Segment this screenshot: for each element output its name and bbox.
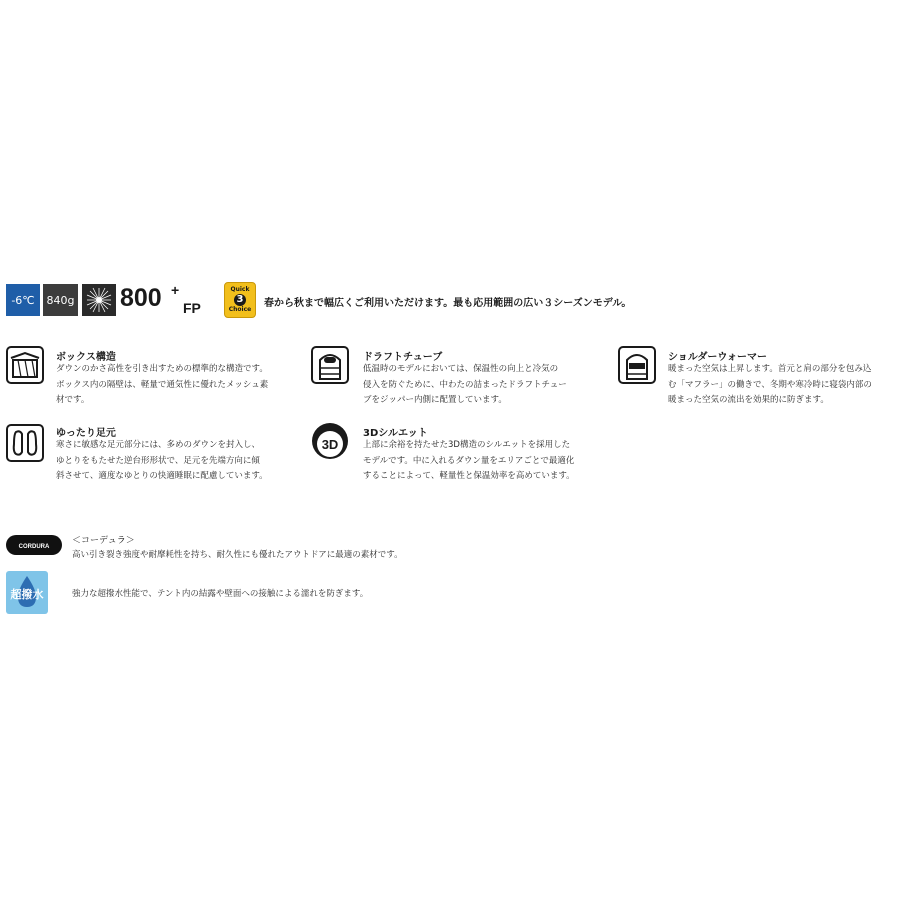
feature-desc-line: 侵入を防ぐために、中わたの詰まったドラフトチュー (363, 379, 567, 390)
feature-desc-line: 低温時のモデルにおいては、保温性の向上と冷気の (363, 364, 559, 374)
feature-desc-line: 上部に余裕を持たせた3D構造のシルエットを採用した (363, 440, 571, 450)
feature-title-3d: 3Dシルエット (363, 428, 428, 439)
down-feather-icon (82, 284, 116, 316)
feature-desc-box (56, 362, 268, 409)
fill-power-plus: + (171, 282, 180, 298)
quick-choice-number: 3 (234, 294, 246, 306)
feature-desc-line: ブをジッパー内側に配置しています。 (363, 395, 507, 405)
feature-desc-line: 暖まった空気は上昇します。首元と肩の部分を包み込 (668, 364, 872, 374)
cordura-logo-text: CORDURA (18, 544, 50, 550)
feature-desc-line: む「マフラー」の働きで、冬期や寒冷時に寝袋内部の (668, 379, 872, 390)
water-repellent-description: 強力な超撥水性能で、テント内の結露や壁面への接触による濡れを防ぎます。 (72, 589, 369, 599)
water-repellent-badge (6, 571, 48, 614)
footprint-icon (6, 424, 44, 462)
feature-desc-line: ゆとりをもたせた逆台形形状で、足元を先端方向に傾 (56, 455, 260, 466)
box-structure-icon (6, 346, 44, 384)
feature-title-foot: ゆったり足元 (56, 428, 116, 439)
feature-desc-line: 暖まった空気の流出を効果的に防ぎます。 (668, 395, 829, 405)
quick-choice-line1: Quick (230, 285, 250, 293)
quick-choice-badge (224, 282, 256, 318)
cordura-logo (6, 535, 62, 555)
product-intro-text: 春から秋まで幅広くご利用いただけます。最も応用範囲の広い３シーズンモデル。 (264, 298, 632, 309)
cordura-title: ＜コーデュラ＞ (72, 536, 135, 546)
shoulder-warmer-icon (618, 346, 656, 384)
fill-power-value: 800 (120, 284, 162, 312)
feature-desc-line: 寒さに敏感な足元部分には、多めのダウンを封入し、 (56, 440, 261, 450)
feature-title-shoulder: ショルダーウォーマー (668, 352, 767, 363)
feature-desc-line: モデルです。中に入れるダウン量をエリアごとで最適化 (363, 455, 575, 466)
water-badge-text: 超撥水 (10, 588, 44, 601)
feature-desc-shoulder (668, 362, 872, 409)
feature-desc-3d (363, 438, 575, 485)
temperature-rating-badge: -6℃ (6, 284, 40, 316)
3d-icon-label: 3D (321, 437, 339, 452)
feature-desc-draft (363, 362, 567, 409)
weight-badge: 840g (43, 284, 78, 316)
feature-desc-line: ボックス内の隔壁は、軽量で通気性に優れたメッシュ素 (56, 379, 269, 390)
fill-power-unit: FP (183, 300, 201, 316)
feature-desc-line: 材です。 (56, 395, 90, 405)
3d-silhouette-icon (311, 422, 349, 460)
draft-tube-icon (311, 346, 349, 384)
cordura-description: 高い引き裂き強度や耐摩耗性を持ち、耐久性にも優れたアウトドアに最適の素材です。 (72, 550, 403, 560)
quick-choice-line3: Choice (228, 306, 252, 313)
feature-desc-line: ダウンのかさ高性を引き出すための標準的な構造です。 (56, 364, 268, 374)
feature-title-box: ボックス構造 (56, 352, 116, 363)
feature-desc-line: することによって、軽量性と保温効率を高めています。 (363, 471, 575, 481)
feature-title-draft: ドラフトチューブ (363, 352, 443, 363)
feature-desc-line: 斜させて、適度なゆとりの快適睡眠に配慮しています。 (56, 471, 268, 481)
feature-desc-foot (56, 438, 268, 485)
